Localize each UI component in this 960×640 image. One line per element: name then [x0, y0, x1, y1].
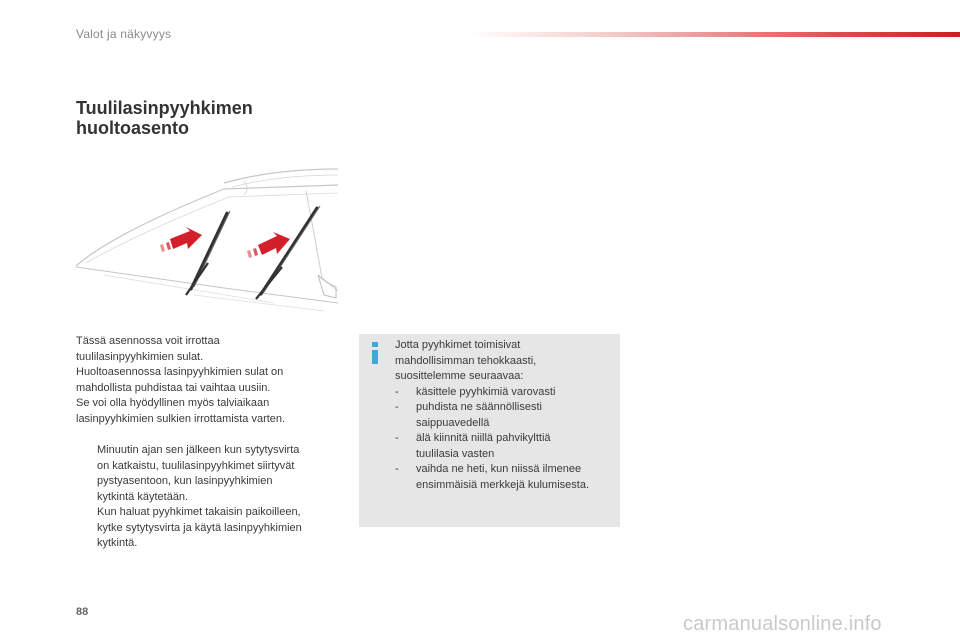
- info-list-item: [395, 431, 620, 462]
- info-intro-line: mahdollisimman tehokkaasti,: [395, 354, 537, 367]
- step-line: pystyasentoon, kun lasinpyyhkimien: [97, 475, 273, 487]
- watermark-text: carmanualsonline.info: [683, 613, 882, 635]
- steps-list: [76, 443, 346, 552]
- intro-line: Tässä asennossa voit irrottaa: [76, 335, 220, 347]
- info-intro-line: Jotta pyyhkimet toimisivat: [395, 339, 521, 351]
- info-text: [395, 338, 620, 493]
- info-box: [359, 334, 620, 527]
- step-line: kytkintä käytetään.: [97, 490, 189, 503]
- intro-text: [76, 334, 346, 427]
- info-icon: [368, 342, 382, 364]
- header-gradient-rule: [470, 32, 960, 37]
- info-item-line: saippuavedellä: [416, 416, 490, 429]
- info-item-line: tuulilasia vasten: [416, 447, 495, 460]
- step-item: [76, 505, 346, 552]
- section-title: [76, 98, 253, 138]
- info-list-item: [395, 385, 620, 401]
- info-list-item: [395, 400, 620, 431]
- list-dash: -: [395, 401, 399, 413]
- step-line: Minuutin ajan sen jälkeen kun sytytysvirta: [97, 444, 300, 456]
- intro-line: lasinpyyhkimien sulkien irrottamista varten.: [76, 412, 286, 425]
- wiper-icon: [186, 211, 230, 295]
- info-item-line: vaihda ne heti, kun niissä ilmenee: [416, 463, 582, 475]
- step-line: kytkintä.: [97, 537, 138, 549]
- step-line: on katkaistu, tuulilasinpyyhkimet siirtyvät: [97, 459, 295, 472]
- info-intro-line: suosittelemme seuraavaa:: [395, 370, 524, 382]
- step-line: kytke sytytysvirta ja käytä lasinpyyhkimien: [97, 521, 302, 534]
- info-item-line: ensimmäisiä merkkejä kulumisesta.: [416, 478, 589, 491]
- section-title-line-1: Tuulilasinpyyhkimen: [76, 98, 253, 118]
- arrow-icon: [160, 227, 202, 252]
- step-line: Kun haluat pyyhkimet takaisin paikoilleen,: [97, 506, 301, 518]
- section-title-line-2: huoltoasento: [76, 118, 189, 138]
- intro-line: Huoltoasennossa lasinpyyhkimien sulat on: [76, 366, 284, 378]
- info-list-item: [395, 462, 620, 493]
- list-dash: -: [395, 432, 399, 444]
- arrow-icon: [247, 232, 290, 258]
- info-item-line: älä kiinnitä niillä pahvikylttiä: [416, 432, 551, 444]
- intro-line: Se voi olla hyödyllinen myös talviaikaan: [76, 397, 270, 409]
- list-dash: -: [395, 463, 399, 475]
- chapter-title: Valot ja näkyvyys: [76, 27, 172, 41]
- windshield-illustration: [74, 163, 338, 313]
- info-item-line: käsittele pyyhkimiä varovasti: [416, 385, 556, 398]
- intro-line: tuulilasinpyyhkimien sulat.: [76, 350, 204, 363]
- page-number: 88: [76, 606, 89, 618]
- list-dash: -: [395, 385, 399, 398]
- info-list: [395, 385, 620, 494]
- intro-line: mahdollista puhdistaa tai vaihtaa uusiin.: [76, 381, 271, 394]
- info-item-line: puhdista ne säännöllisesti: [416, 401, 542, 413]
- step-item: [76, 443, 346, 505]
